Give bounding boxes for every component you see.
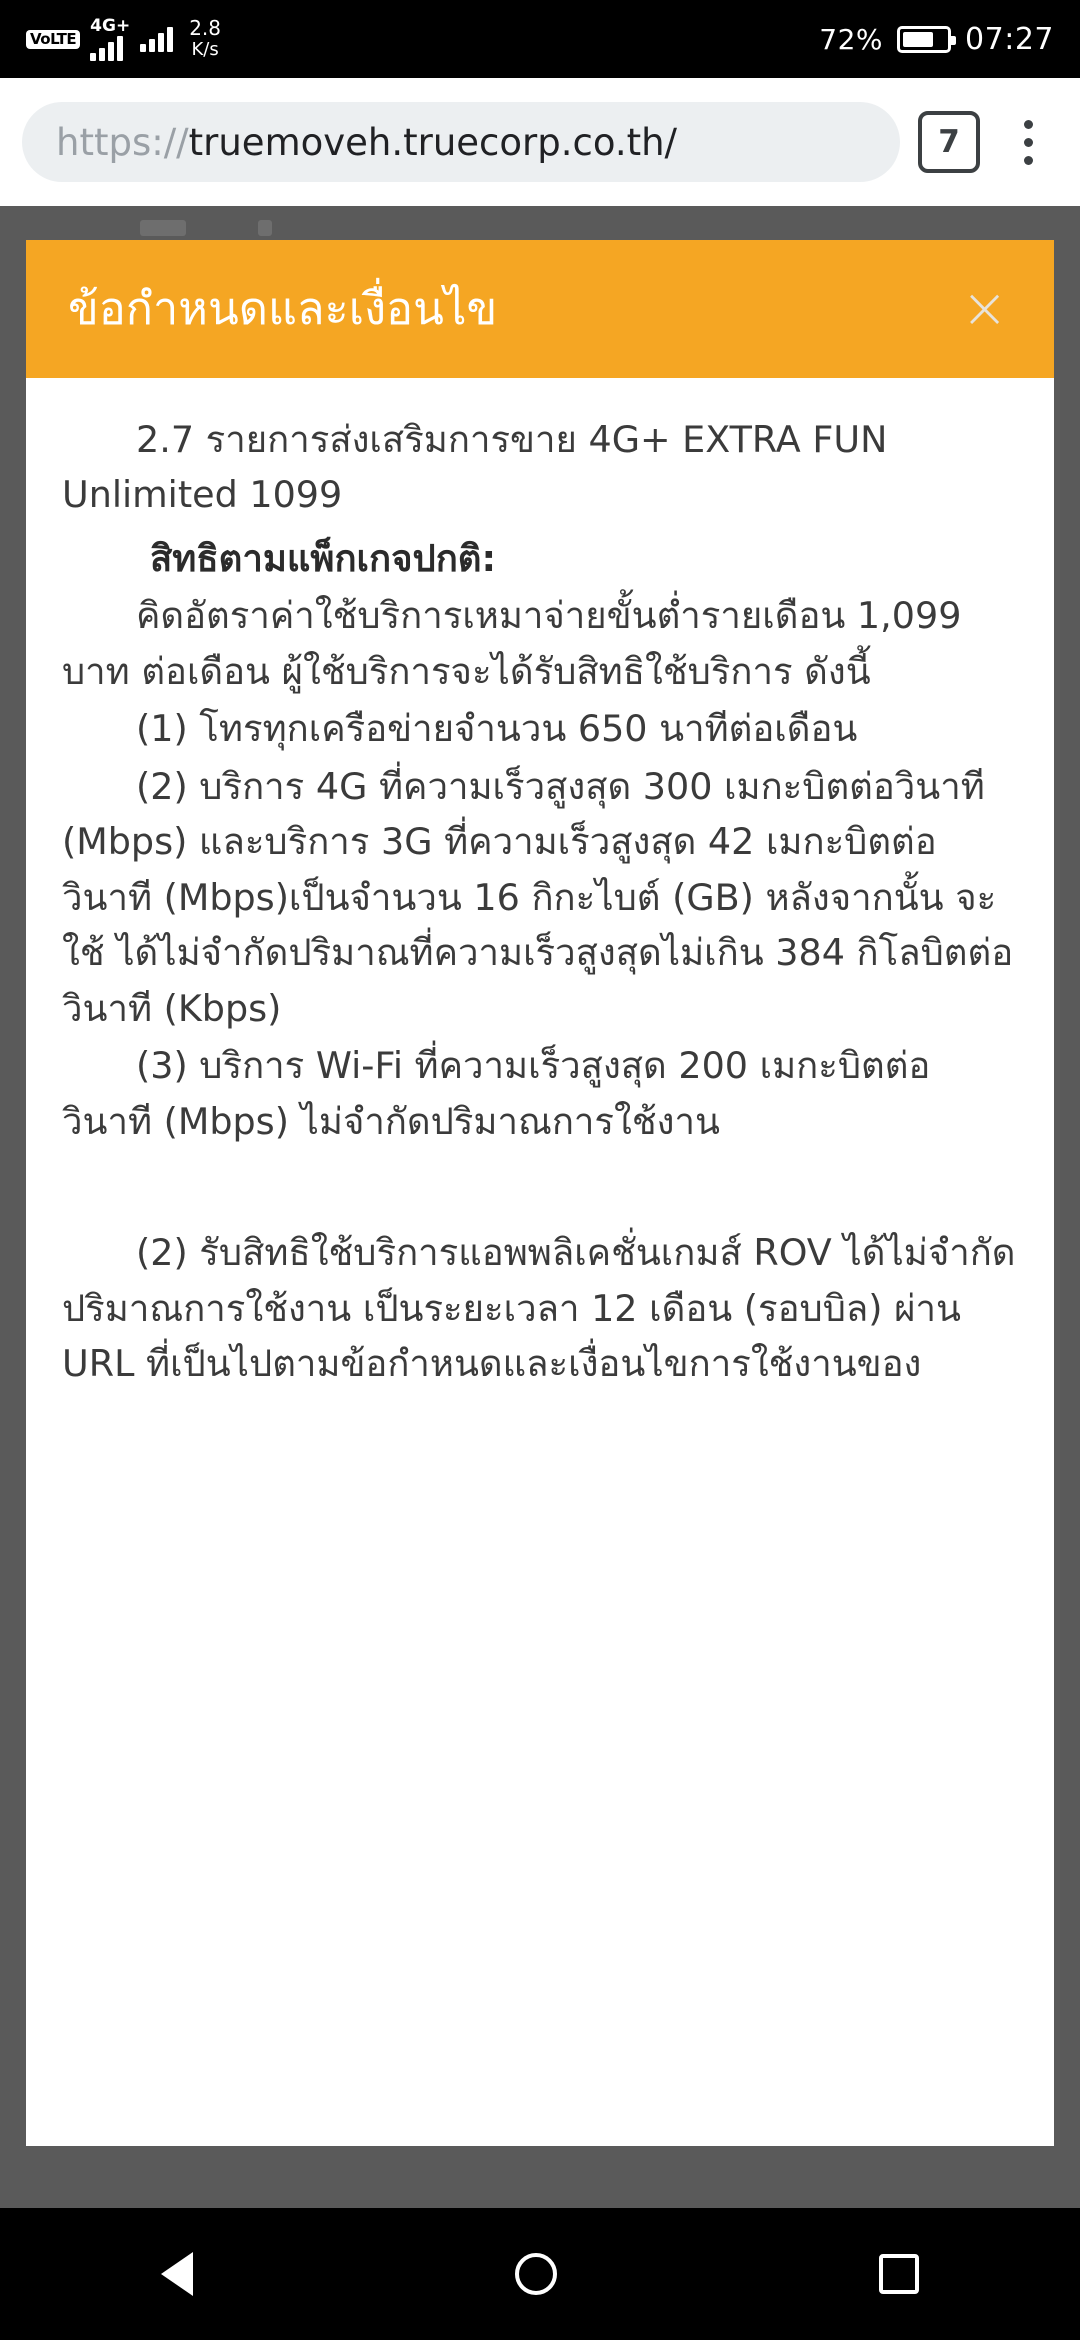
- battery-percent-label: 72%: [819, 22, 884, 56]
- spacer: [62, 1189, 1018, 1225]
- terms-paragraph: 2.7 รายการส่งเสริมการขาย 4G+ EXTRA FUN Unlimited 1099: [62, 418, 888, 517]
- browser-toolbar: [0, 78, 1080, 206]
- web-page-area: [0, 206, 1080, 2208]
- background-content-placeholder: [140, 220, 272, 236]
- status-clock: 07:27: [965, 21, 1054, 57]
- url-host: truemoveh.truecorp.co.th/: [188, 120, 678, 164]
- modal-header: [26, 240, 1054, 378]
- terms-modal: [26, 240, 1054, 2146]
- signal-primary: [90, 15, 131, 61]
- status-bar-right: [819, 22, 1054, 57]
- status-bar: [0, 0, 1080, 78]
- terms-paragraph: (2) รับสิทธิใช้บริการแอพพลิเคชั่นเกมส์ ROV ได้ไม่จำกัดปริมาณการใช้งาน เป็นระยะเวลา 12 เดือน (รอบบิล) ผ่าน URL ที่เป็นไปตามข้อกำหนดและเงื่อนไขการใช้งานของ: [62, 1231, 1016, 1386]
- volte-icon: VoLTE: [26, 30, 80, 49]
- url-scheme: https://: [56, 120, 189, 164]
- terms-paragraph: (2) บริการ 4G ที่ความเร็วสูงสุด 300 เมกะบิตต่อวินาที (Mbps) และบริการ 3G ที่ความเร็วสูงสุด 42 เมกะบิตต่อวินาที (Mbps)เป็นจำนวน 16 กิกะไบต์ (GB) หลังจากนั้น จะใช้ ได้ไม่จำกัดปริมาณที่ความเร็วสูงสุดไม่เกิน 384 กิโลบิตต่อวินาที (Kbps): [62, 764, 1014, 1030]
- status-bar-left: [26, 17, 221, 61]
- recent-square-icon[interactable]: [879, 2254, 919, 2294]
- url-bar[interactable]: [22, 102, 900, 182]
- kebab-menu-icon[interactable]: [998, 107, 1058, 177]
- signal-bars-secondary-icon: [140, 26, 173, 52]
- network-speed-value: 2.8: [189, 16, 221, 40]
- signal-bars-icon: [90, 35, 123, 61]
- system-navigation-bar: [0, 2208, 1080, 2340]
- back-triangle-icon[interactable]: [161, 2252, 193, 2296]
- terms-paragraph: (1) โทรทุกเครือข่ายจำนวน 650 นาทีต่อเดือน: [136, 707, 858, 751]
- close-icon[interactable]: ×: [961, 276, 1008, 341]
- home-circle-icon[interactable]: [515, 2253, 557, 2295]
- terms-paragraph: (3) บริการ Wi-Fi ที่ความเร็วสูงสุด 200 เมกะบิตต่อวินาที (Mbps) ไม่จำกัดปริมาณการใช้งาน: [62, 1044, 931, 1143]
- modal-body[interactable]: [26, 378, 1054, 2146]
- spacer: [62, 1151, 1018, 1181]
- network-speed-unit: K/s: [191, 39, 219, 60]
- modal-title: ข้อกำหนดและเงื่อนไข: [68, 282, 498, 335]
- battery-icon: [897, 26, 951, 53]
- network-type-label: 4G+: [90, 15, 131, 36]
- tab-switcher-button[interactable]: 7: [918, 111, 980, 173]
- terms-subheading: สิทธิตามแพ็กเกจปกติ:: [150, 536, 497, 580]
- network-speed: [189, 17, 221, 61]
- terms-paragraph: คิดอัตราค่าใช้บริการเหมาจ่ายขั้นต่ำรายเดือน 1,099 บาท ต่อเดือน ผู้ใช้บริการจะได้รับสิทธิใช้บริการ ดังนี้: [62, 594, 962, 693]
